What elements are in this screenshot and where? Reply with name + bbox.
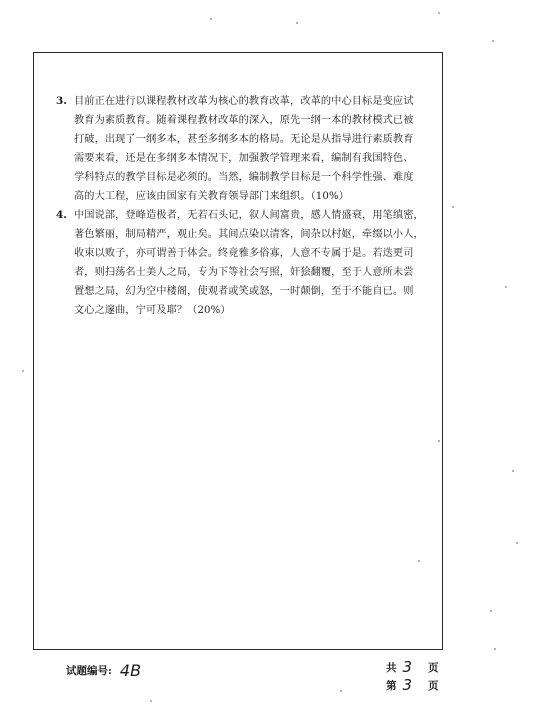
scan-speck xyxy=(492,40,494,42)
total-pages-prefix: 共 xyxy=(386,662,397,674)
question-line: 目前正在进行以课程教材改革为核心的教育改革，改革的中心目标是变应试 xyxy=(74,96,414,107)
scan-speck xyxy=(438,12,440,14)
question-number: 4. xyxy=(56,209,67,221)
scan-speck xyxy=(340,690,342,692)
scan-speck xyxy=(150,700,152,702)
scan-speck xyxy=(516,542,518,544)
question-text xyxy=(74,92,434,206)
total-pages-value: 3 xyxy=(402,658,413,676)
question-line: 教育为素质教育。随着课程教材改革的深入，原先一纲一本的教材模式已被 xyxy=(74,115,414,126)
total-pages xyxy=(386,657,439,675)
scan-speck xyxy=(490,610,492,612)
question-line: 收束以败子，亦可谓善于体会。终竟雅多俗寡，人意不专属于是。若迭更司 xyxy=(74,248,414,259)
current-page-value: 3 xyxy=(402,676,413,694)
question-number: 3. xyxy=(56,95,67,107)
current-page-prefix: 第 xyxy=(386,680,397,692)
question-line: 著色繁丽，制局精严，观止矣。其间点染以清客，间杂以村妪，牵缀以小人， xyxy=(74,229,424,240)
question-line: 置想之局，幻为空中楼阁，使观者或笑或怒，一时颠倒，至于不能自已。则 xyxy=(74,286,414,297)
scan-speck xyxy=(296,22,298,24)
question-line: 学科特点的教学目标是必须的。当然，编制教学目标是一个科学性强、难度 xyxy=(74,172,414,183)
scan-speck xyxy=(210,18,212,20)
scan-speck xyxy=(452,206,454,208)
question-line: 需要来看，还是在多纲多本情况下，加强教学管理来看，编制有我国特色、 xyxy=(74,153,414,164)
exam-code xyxy=(66,659,141,678)
question-line: 者，则扫荡名士美人之局，专为下等社会写照，奸狯翻覆，至于人意所未尝 xyxy=(74,267,414,278)
question-text xyxy=(74,206,434,320)
scan-speck xyxy=(22,370,24,372)
total-pages-suffix: 页 xyxy=(428,662,439,674)
scan-speck xyxy=(494,648,496,650)
scan-speck xyxy=(505,286,507,288)
question-line: 文心之邃曲，宁可及耶？（20%） xyxy=(74,305,231,316)
question-line: 高的大工程，应该由国家有关教育领导部门来组织。（10%） xyxy=(74,191,350,202)
current-page-suffix: 页 xyxy=(428,680,439,692)
question-line: 中国说部，登峰造极者，无若石头记，叙人间富贵，感人情盛衰，用笔缜密， xyxy=(74,210,424,221)
scan-speck xyxy=(512,470,514,472)
question-line: 打破，出现了一纲多本，甚至多纲多本的格局。无论是从指导进行素质教育 xyxy=(74,134,414,145)
current-page xyxy=(386,675,439,693)
exam-code-label: 试题编号: xyxy=(66,665,112,677)
exam-code-value: 4B xyxy=(119,661,142,680)
